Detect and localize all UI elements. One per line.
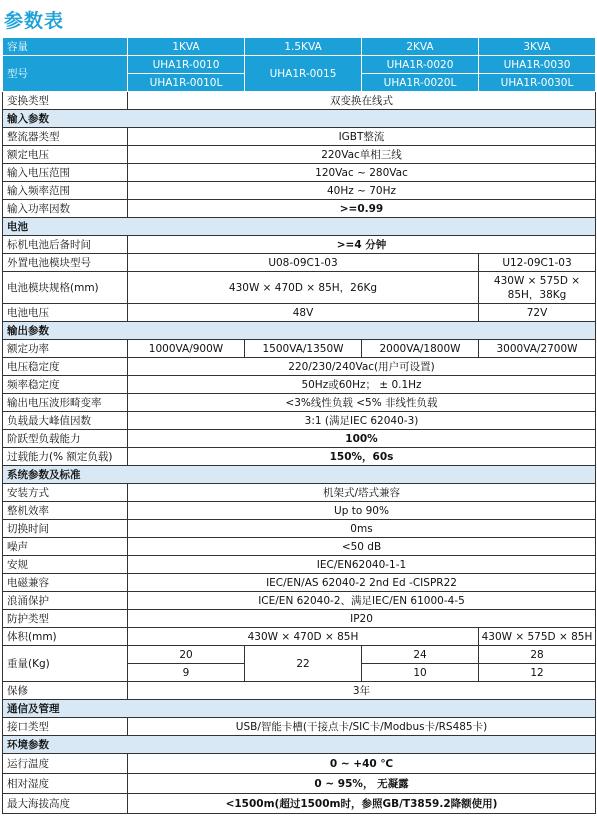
- freq-range-value: 40Hz ~ 70Hz: [128, 182, 596, 200]
- row-interface: [3, 718, 596, 736]
- capacity-1k: 1KVA: [128, 38, 245, 56]
- capacity-1-5k: 1.5KVA: [245, 38, 362, 56]
- warranty-label: 保修: [3, 682, 128, 700]
- section-input: [3, 110, 596, 128]
- section-comm: [3, 700, 596, 718]
- row-warranty: [3, 682, 596, 700]
- row-emc: [3, 574, 596, 592]
- rated-power-3k: 3000VA/2700W: [479, 340, 596, 358]
- protection-value: IP20: [128, 610, 596, 628]
- module-spec-3k-line1: 430W × 575D ×: [493, 274, 581, 287]
- dimensions-small: 430W × 470D × 85H: [128, 628, 479, 646]
- voltage-range-value: 120Vac ~ 280Vac: [128, 164, 596, 182]
- temp-value: 0 ~ +40 ℃: [128, 754, 596, 774]
- row-rated-power: [3, 340, 596, 358]
- row-temp: [3, 754, 596, 774]
- humidity-label: 相对湿度: [3, 774, 128, 794]
- section-system-title: 系统参数及标准: [3, 466, 596, 484]
- model-1k-a: UHA1R-0010: [128, 56, 245, 74]
- row-external-module: [3, 254, 596, 272]
- row-thd: [3, 394, 596, 412]
- row-overload: [3, 448, 596, 466]
- external-module-label: 外置电池模块型号: [3, 254, 128, 272]
- row-crest-factor: [3, 412, 596, 430]
- model-2k-b: UHA1R-0020L: [362, 74, 479, 92]
- battery-voltage-small: 48V: [128, 304, 479, 322]
- transfer-time-label: 切换时间: [3, 520, 128, 538]
- crest-factor-label: 负载最大峰值因数: [3, 412, 128, 430]
- voltage-range-label: 输入电压范围: [3, 164, 128, 182]
- rated-power-label: 额定功率: [3, 340, 128, 358]
- altitude-value: <1500m(超过1500m时，参照GB/T3859.2降额使用): [128, 794, 596, 814]
- freq-regulation-label: 频率稳定度: [3, 376, 128, 394]
- emc-value: IEC/EN/AS 62040-2 2nd Ed -CISPR22: [128, 574, 596, 592]
- section-battery-title: 电池: [3, 218, 596, 236]
- weight-2k-b: 10: [362, 664, 479, 682]
- row-freq-range: [3, 182, 596, 200]
- emc-label: 电磁兼容: [3, 574, 128, 592]
- module-spec-3k-line2: 85H，38Kg: [507, 288, 567, 301]
- model-2k-a: UHA1R-0020: [362, 56, 479, 74]
- rectifier-value: IGBT整流: [128, 128, 596, 146]
- thd-value: <3%线性负载 <5% 非线性负载: [128, 394, 596, 412]
- row-module-spec: [3, 272, 596, 304]
- row-transfer-time: [3, 520, 596, 538]
- backup-time-label: 标机电池后备时间: [3, 236, 128, 254]
- capacity-label: 容量: [3, 38, 128, 56]
- transfer-time-value: 0ms: [128, 520, 596, 538]
- rated-voltage-value: 220Vac单相三线: [128, 146, 596, 164]
- conversion-label: 变换类型: [3, 92, 128, 110]
- row-power-factor: [3, 200, 596, 218]
- noise-label: 噪声: [3, 538, 128, 556]
- external-module-3k: U12-09C1-03: [479, 254, 596, 272]
- section-comm-title: 通信及管理: [3, 700, 596, 718]
- row-safety: [3, 556, 596, 574]
- warranty-value: 3年: [128, 682, 596, 700]
- rated-power-1k: 1000VA/900W: [128, 340, 245, 358]
- efficiency-label: 整机效率: [3, 502, 128, 520]
- section-output: [3, 322, 596, 340]
- section-input-title: 输入参数: [3, 110, 596, 128]
- row-backup-time: [3, 236, 596, 254]
- spec-table: [2, 37, 596, 814]
- install-label: 安装方式: [3, 484, 128, 502]
- header-capacity-row: [3, 38, 596, 56]
- module-spec-3k: [479, 272, 596, 304]
- interface-label: 接口类型: [3, 718, 128, 736]
- overload-value: 150%，60s: [128, 448, 596, 466]
- step-load-label: 阶跃型负载能力: [3, 430, 128, 448]
- row-conversion: [3, 92, 596, 110]
- rated-power-2k: 2000VA/1800W: [362, 340, 479, 358]
- surge-value: ICE/EN 62040-2、满足IEC/EN 61000-4-5: [128, 592, 596, 610]
- battery-voltage-label: 电池电压: [3, 304, 128, 322]
- module-spec-label: 电池模块规格(mm): [3, 272, 128, 304]
- page-title: 参数表: [4, 10, 65, 32]
- weight-1-5k: 22: [245, 646, 362, 682]
- row-efficiency: [3, 502, 596, 520]
- crest-factor-value: 3:1 (满足IEC 62040-3): [128, 412, 596, 430]
- row-dimensions: [3, 628, 596, 646]
- install-value: 机架式/塔式兼容: [128, 484, 596, 502]
- step-load-value: 100%: [128, 430, 596, 448]
- thd-label: 输出电压波形畸变率: [3, 394, 128, 412]
- section-env: [3, 736, 596, 754]
- row-battery-voltage: [3, 304, 596, 322]
- section-system: [3, 466, 596, 484]
- row-altitude: [3, 794, 596, 814]
- dimensions-3k: 430W × 575D × 85H: [479, 628, 596, 646]
- row-humidity: [3, 774, 596, 794]
- battery-voltage-3k: 72V: [479, 304, 596, 322]
- rated-voltage-label: 额定电压: [3, 146, 128, 164]
- model-1-5k: UHA1R-0015: [245, 56, 362, 92]
- weight-3k-b: 12: [479, 664, 596, 682]
- surge-label: 浪涌保护: [3, 592, 128, 610]
- conversion-value: 双变换在线式: [128, 92, 596, 110]
- weight-label: 重量(Kg): [3, 646, 128, 682]
- row-voltage-regulation: [3, 358, 596, 376]
- dimensions-label: 体积(mm): [3, 628, 128, 646]
- section-battery: [3, 218, 596, 236]
- row-weight-1: [3, 646, 596, 664]
- interface-value: USB/智能卡槽(干接点卡/SIC卡/Modbus卡/RS485卡): [128, 718, 596, 736]
- voltage-regulation-value: 220/230/240Vac(用户可设置): [128, 358, 596, 376]
- weight-1k-a: 20: [128, 646, 245, 664]
- altitude-label: 最大海拔高度: [3, 794, 128, 814]
- model-label: 型号: [3, 56, 128, 92]
- freq-range-label: 输入频率范围: [3, 182, 128, 200]
- freq-regulation-value: 50Hz或60Hz； ± 0.1Hz: [128, 376, 596, 394]
- row-install: [3, 484, 596, 502]
- row-rated-voltage: [3, 146, 596, 164]
- rectifier-label: 整流器类型: [3, 128, 128, 146]
- section-env-title: 环境参数: [3, 736, 596, 754]
- weight-3k-a: 28: [479, 646, 596, 664]
- backup-time-value: >=4 分钟: [128, 236, 596, 254]
- row-noise: [3, 538, 596, 556]
- row-voltage-range: [3, 164, 596, 182]
- rated-power-1-5k: 1500VA/1350W: [245, 340, 362, 358]
- row-step-load: [3, 430, 596, 448]
- row-freq-regulation: [3, 376, 596, 394]
- noise-value: <50 dB: [128, 538, 596, 556]
- model-1k-b: UHA1R-0010L: [128, 74, 245, 92]
- external-module-small: U08-09C1-03: [128, 254, 479, 272]
- power-factor-label: 输入功率因数: [3, 200, 128, 218]
- voltage-regulation-label: 电压稳定度: [3, 358, 128, 376]
- safety-value: IEC/EN62040-1-1: [128, 556, 596, 574]
- power-factor-value: >=0.99: [128, 200, 596, 218]
- row-protection: [3, 610, 596, 628]
- capacity-2k: 2KVA: [362, 38, 479, 56]
- weight-2k-a: 24: [362, 646, 479, 664]
- humidity-value: 0 ~ 95%， 无凝露: [128, 774, 596, 794]
- row-surge: [3, 592, 596, 610]
- temp-label: 运行温度: [3, 754, 128, 774]
- safety-label: 安规: [3, 556, 128, 574]
- model-3k-b: UHA1R-0030L: [479, 74, 596, 92]
- model-3k-a: UHA1R-0030: [479, 56, 596, 74]
- efficiency-value: Up to 90%: [128, 502, 596, 520]
- protection-label: 防护类型: [3, 610, 128, 628]
- section-output-title: 输出参数: [3, 322, 596, 340]
- overload-label: 过载能力(% 额定负载): [3, 448, 128, 466]
- header-model-row-1: [3, 56, 596, 74]
- capacity-3k: 3KVA: [479, 38, 596, 56]
- row-rectifier: [3, 128, 596, 146]
- weight-1k-b: 9: [128, 664, 245, 682]
- module-spec-small: 430W × 470D × 85H，26Kg: [128, 272, 479, 304]
